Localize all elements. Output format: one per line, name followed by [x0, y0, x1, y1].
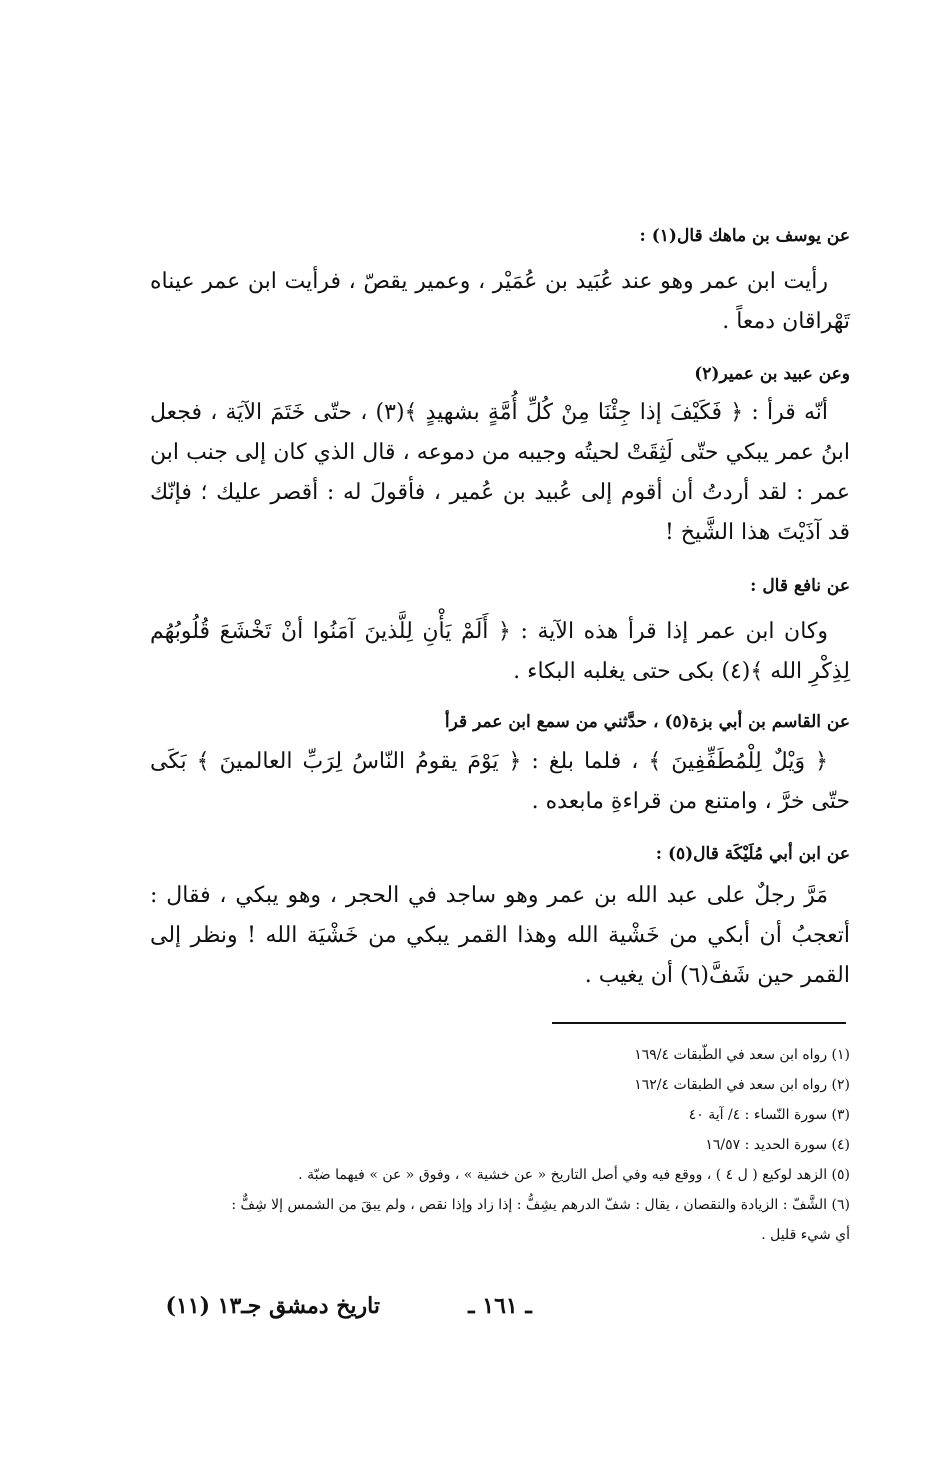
section-2-paragraph: [150, 393, 850, 553]
section-5-heading: عن ابن أبي مُلَيْكَة قال(٥) :: [655, 844, 850, 864]
page-number: ـ ١٦١ ـ: [468, 1293, 532, 1319]
section-1-heading: عن يوسف بن ماهك قال(١) :: [639, 226, 850, 246]
footnote-3: (٣) سورة النّساء : ٤/ آية ٤٠: [688, 1107, 850, 1123]
section-3-text: وكان ابن عمر إذا قرأ هذه الآية : ﴿ أَلَمْ يَأْنِ لِلَّذينَ آمَنُوا أنْ تَخْشَعَ قُلُوبُهُم لِذِكْرِ الله ﴾(٤) بكى حتى يغلبه البكاء .: [150, 619, 850, 684]
section-2-text: أنّه قرأ : ﴿ فَكَيْفَ إذا جِئْنَا مِنْ كُلِّ أُمَّةٍ بشهيدٍ ﴾(٣) ، حتّى خَتَمَ الآيَة ، فجعل ابنُ عمر يبكي حتّى لَثِقَتْ لحيتُه وجيبه من دموعه ، قال الذي كان إلى جنب ابن عمر : لقد أردتُ أن أقوم إلى عُبيد بن عُمير ، فأقولَ له : أقصر عليك ؛ فإنّك قد آذَيْتَ هذا الشَّيخ !: [150, 400, 850, 545]
section-1-paragraph: [150, 262, 850, 342]
footnotes: [150, 1040, 850, 1250]
section-5-paragraph: [150, 876, 850, 996]
section-2-heading: وعن عبيد بن عمير(٢): [694, 364, 850, 384]
section-4-heading: عن القاسم بن أبي بزة(٥) ، حدَّثني من سمع ابن عمر قرأ: [444, 712, 850, 732]
footnote-2: (٢) رواه ابن سعد في الطبقات ١٦٢/٤: [634, 1077, 850, 1093]
section-4-paragraph: [150, 742, 850, 822]
section-5-text: مَرَّ رجلٌ على عبد الله بن عمر وهو ساجد في الحجر ، وهو يبكي ، فقال : أتعجبُ أن أبكي من خَشْية الله وهذا القمر يبكي من خَشْيَة الله ! ونظر إلى القمر حين شَفَّ(٦) أن يغيب .: [150, 883, 850, 988]
section-4-text: ﴿ وَيْلٌ لِلْمُطَفِّفِينَ ﴾ ، فلما بلغ : ﴿ يَوْمَ يقومُ النّاسُ لِرَبِّ العالمينَ ﴾ بَكَى حتّى خرَّ ، وامتنع من قراءةِ مابعده .: [150, 749, 850, 814]
running-footer-title: تاريخ دمشق جـ١٣ (١١): [165, 1293, 380, 1319]
footnote-4: (٤) سورة الحديد : ١٦/٥٧: [705, 1137, 850, 1153]
section-3-paragraph: [150, 612, 850, 692]
footnote-1: (١) رواه ابن سعد في الطّبقات ١٦٩/٤: [634, 1047, 850, 1063]
footnote-5: (٥) الزهد لوكيع ( ل ٤ ) ، ووقع فيه وفي أصل التاريخ « عن خشية » ، وفوق « عن » فيهما ضبّة .: [298, 1167, 850, 1183]
section-3-heading: عن نافع قال :: [750, 576, 850, 596]
footnote-divider: [552, 1022, 846, 1024]
footnote-6: (٦) الشَّفّ : الزيادة والنقصان ، يقال : شفّ الدرهم يشِفُّ : إذا زاد وإذا نقص ، ولم يبقَ من الشمس إلا شِفٌّ :: [231, 1197, 850, 1213]
section-1-text: رأيت ابن عمر وهو عند عُبَيد بن عُمَيْر ، وعمير يقصّ ، فرأيت ابن عمر عيناه تَهْراقان دمعاً .: [150, 269, 850, 334]
footnote-6-continuation: أي شيء قليل .: [761, 1227, 850, 1243]
